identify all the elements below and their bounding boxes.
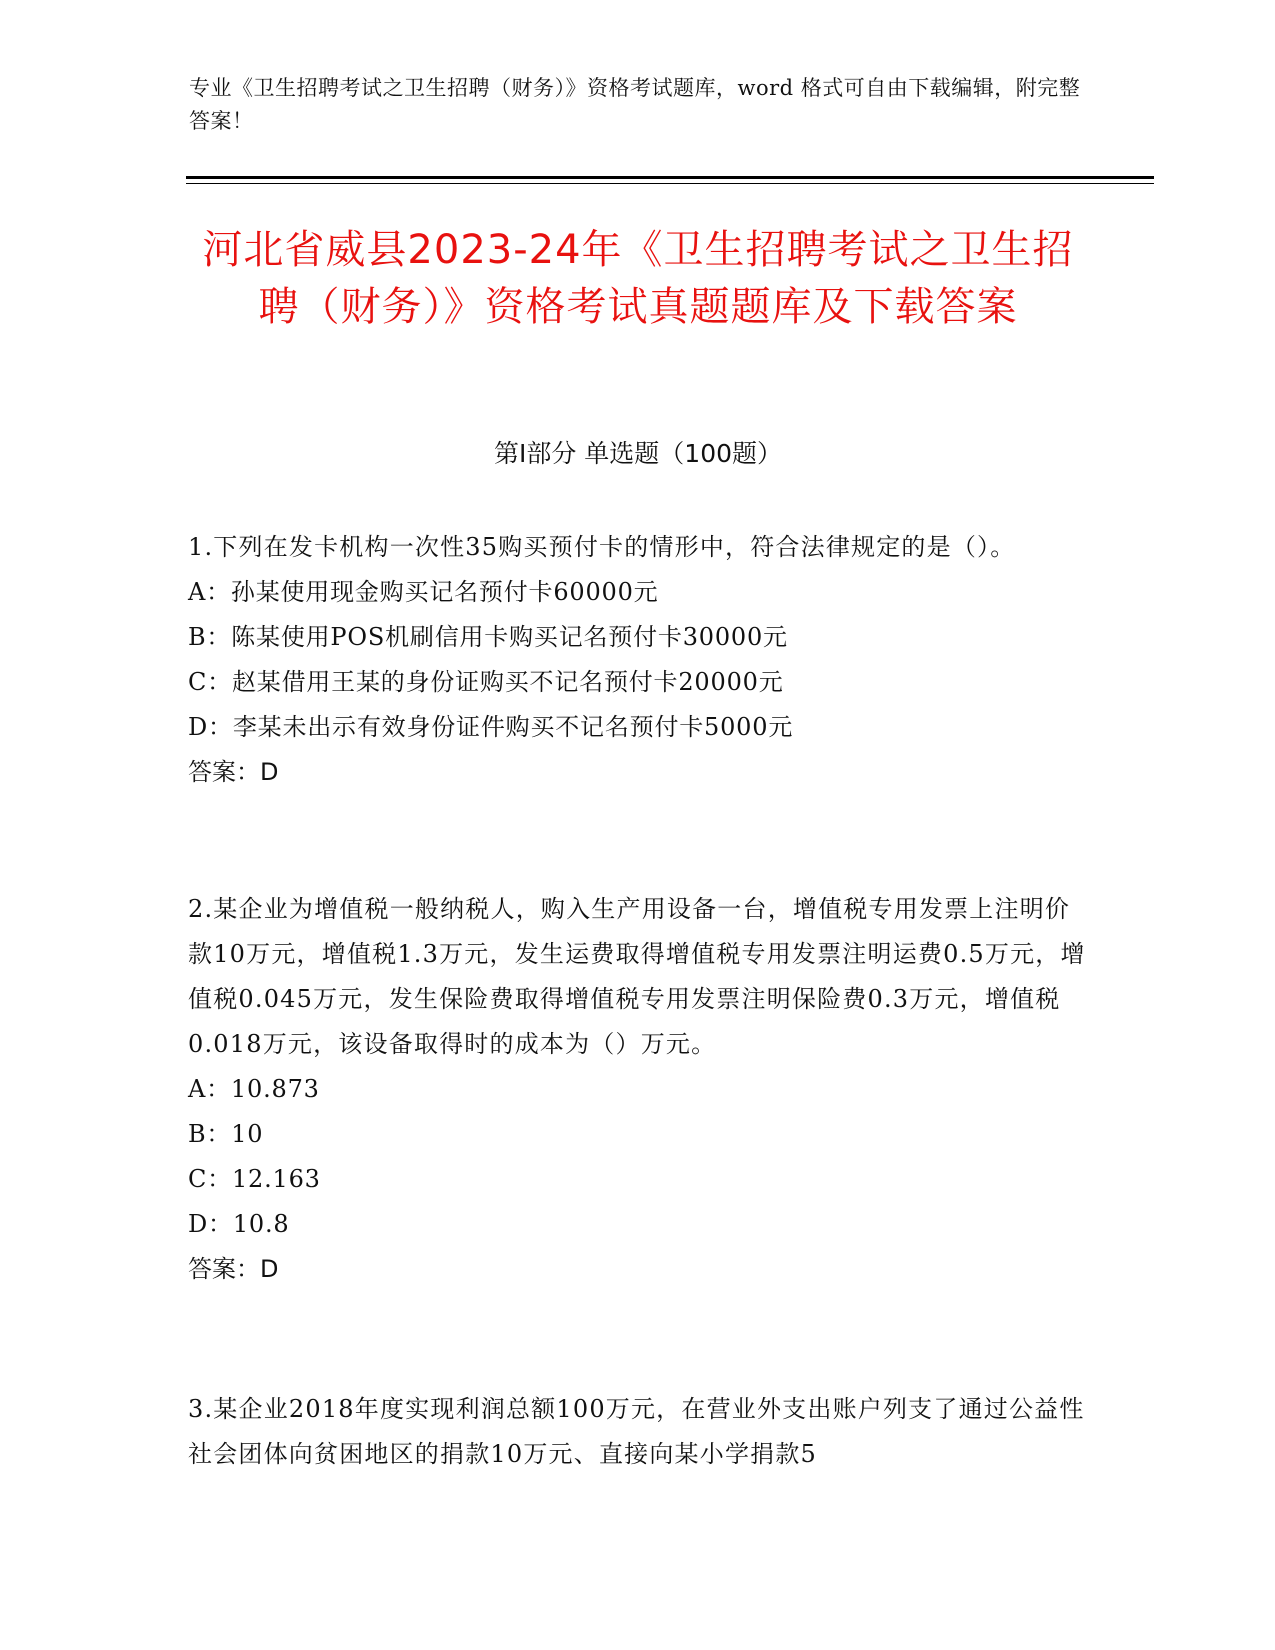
question-stem: 3.某企业2018年度实现利润总额100万元，在营业外支出账户列支了通过公益性社会团体向贫困地区的捐款10万元、直接向某小学捐款5 bbox=[188, 1395, 1085, 1468]
document-title: 河北省威县2023-24年《卫生招聘考试之卫生招聘（财务）》资格考试真题题库及下载答案 bbox=[202, 227, 1074, 330]
option-d: D：10.8 bbox=[188, 1210, 290, 1238]
section-title: 第Ⅰ部分 单选题（100题） bbox=[493, 439, 783, 468]
question-3 bbox=[188, 1387, 1088, 1477]
option-a: A：孙某使用现金购买记名预付卡60000元 bbox=[188, 578, 659, 606]
header-divider-thin bbox=[186, 183, 1154, 184]
header-note: 专业《卫生招聘考试之卫生招聘（财务）》资格考试题库，word 格式可自由下载编辑，附完整答案！ bbox=[189, 76, 1081, 133]
option-d: D：李某未出示有效身份证件购买不记名预付卡5000元 bbox=[188, 713, 794, 741]
option-b: B：陈某使用POS机刷信用卡购买记名预付卡30000元 bbox=[188, 623, 788, 651]
question-2 bbox=[188, 887, 1088, 1292]
question-stem: 2.某企业为增值税一般纳税人，购入生产用设备一台，增值税专用发票上注明价款10万元，增值税1.3万元，发生运费取得增值税专用发票注明运费0.5万元，增值税0.045万元，发生保险费取得增值税专用发票注明保险费0.3万元，增值税0.018万元，该设备取得时的成本为（）万元。 bbox=[188, 895, 1086, 1058]
question-1 bbox=[188, 525, 1088, 795]
option-a: A：10.873 bbox=[188, 1075, 320, 1103]
header-divider-thick bbox=[186, 176, 1154, 179]
question-stem: 1.下列在发卡机构一次性35购买预付卡的情形中，符合法律规定的是（）。 bbox=[188, 533, 1016, 561]
answer: 答案：D bbox=[188, 758, 279, 786]
answer: 答案：D bbox=[188, 1255, 279, 1283]
option-c: C：赵某借用王某的身份证购买不记名预付卡20000元 bbox=[188, 668, 784, 696]
option-b: B：10 bbox=[188, 1120, 264, 1148]
option-c: C：12.163 bbox=[188, 1165, 321, 1193]
